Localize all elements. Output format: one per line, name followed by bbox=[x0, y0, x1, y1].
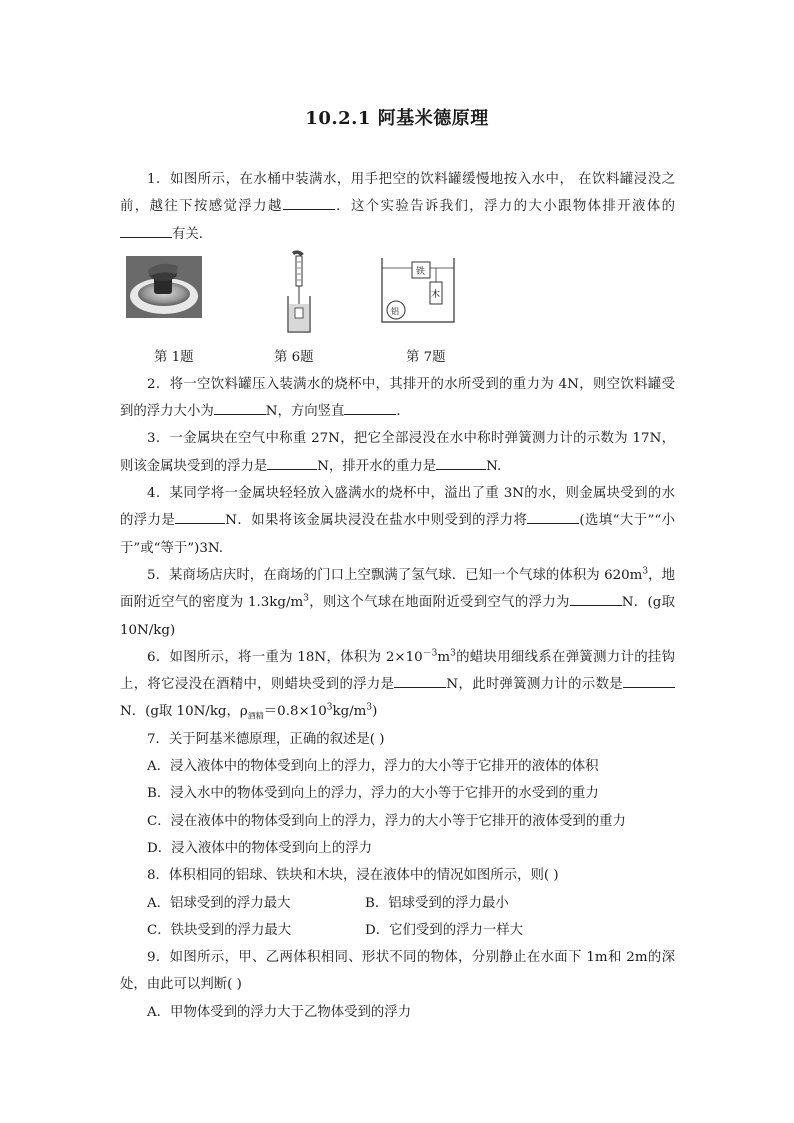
answer-blank[interactable] bbox=[214, 400, 266, 415]
question-7-stem: 7．关于阿基米德原理，正确的叙述是( ) bbox=[147, 731, 385, 747]
answer-blank[interactable] bbox=[267, 455, 317, 470]
answer-blank[interactable] bbox=[623, 673, 675, 688]
question-8-option-d[interactable]: D．它们受到的浮力一样大 bbox=[365, 922, 524, 938]
question-7-option-c[interactable]: C．浸在液体中的物体受到向上的浮力，浮力的大小等于它排开的液体受到的重力 bbox=[147, 813, 626, 829]
question-8-option-a[interactable]: A．铝球受到的浮力最大 bbox=[147, 895, 291, 911]
question-2: 2．将一空饮料罐压入装满水的烧杯中，其排开的水所受到的重力为 4N，则空饮料罐受到的浮力大小为 N，方向竖直 ． bbox=[120, 376, 675, 420]
question-1: 1．如图所示，在水桶中装满水，用手把空的饮料罐缓慢地按入水中， 在饮料罐浸没之前，越往下按感觉浮力越 ．这个实验告诉我们，浮力的大小跟物体排开液体的有关． bbox=[120, 172, 676, 242]
answer-blank[interactable] bbox=[283, 195, 335, 210]
caption-fig1: 第 1题 bbox=[154, 349, 194, 365]
answer-blank[interactable] bbox=[436, 455, 486, 470]
figure-row bbox=[120, 248, 675, 344]
answer-blank[interactable] bbox=[527, 509, 579, 524]
answer-blank[interactable] bbox=[344, 400, 396, 415]
figure-1-photo bbox=[126, 256, 202, 318]
question-4: 4．某同学将一金属块轻轻放入盛满水的烧杯中，溢出了重 3N的水，则金属块受到的水的浮力是 N．如果将该金属块浸没在盐水中则受到的浮力将 (选填“大于”“小于”或“等于”)3N. bbox=[120, 486, 676, 556]
question-8-options-row-1 bbox=[120, 890, 675, 917]
answer-blank[interactable] bbox=[394, 673, 446, 688]
question-5: 5．某商场店庆时，在商场的门口上空飘满了氢气球．已知一个气球的体积为 $620m^3$，地面附近空气的密度为 $1.3kg/m^3$，则这个气球在地面附近受到空气的浮力为 N．(g取 10N/kg) bbox=[120, 566, 676, 638]
worksheet-body bbox=[120, 166, 675, 1026]
aluminum-label: 铝 bbox=[391, 306, 399, 316]
question-9-stem: 9．如图所示，甲、乙两体积相同、形状不同的物体，分别静止在水面下 1m和 2m的深处，由此可以判断( ) bbox=[120, 950, 675, 993]
question-8-options-row-2 bbox=[120, 917, 675, 944]
answer-blank[interactable] bbox=[175, 509, 225, 524]
caption-fig7: 第 7题 bbox=[406, 349, 446, 365]
question-7-option-a[interactable]: A．浸入液体中的物体受到向上的浮力，浮力的大小等于它排开的液体的体积 bbox=[147, 759, 599, 775]
question-7-option-b[interactable]: B．浸入水中的物体受到向上的浮力，浮力的大小等于它排开的水受到的重力 bbox=[147, 786, 599, 802]
answer-blank[interactable] bbox=[120, 223, 172, 238]
question-7-option-d[interactable]: D．浸入液体中的物体受到向上的浮力 bbox=[147, 840, 372, 856]
figure-captions bbox=[120, 344, 675, 371]
figure-7-tank bbox=[380, 256, 456, 324]
caption-fig6: 第 6题 bbox=[274, 349, 314, 365]
question-8-option-c[interactable]: C．铁块受到的浮力最大 bbox=[147, 922, 292, 938]
question-9-option-a[interactable]: A．甲物体受到的浮力大于乙物体受到的浮力 bbox=[147, 1004, 412, 1020]
question-6: 6．如图所示，将一重为 18N，体积为 $2\times 10^{-3}m^3$的蜡块用细线系在弹簧测力计的挂钩上，将它浸没在酒精中，则蜡块受到的浮力是 N，此时弹簧测力计的示数是N．(g取 10N/kg，$\rho_{酒精}=0.8\times 10^3kg/m^3$) bbox=[120, 648, 676, 722]
question-8-stem: 8．体积相同的铝球、铁块和木块，浸在液体中的情况如图所示，则( ) bbox=[147, 868, 559, 884]
question-8-option-b[interactable]: B．铝球受到的浮力最小 bbox=[365, 895, 509, 911]
wood-label: 木 bbox=[431, 289, 441, 300]
iron-label: 铁 bbox=[416, 266, 426, 277]
figure-6-spring-scale bbox=[278, 248, 322, 336]
answer-blank[interactable] bbox=[570, 591, 622, 606]
page-title: 10.2.1 阿基米德原理 bbox=[305, 108, 489, 129]
question-3: 3．一金属块在空气中称重 27N，把它全部浸没在水中称时弹簧测力计的示数为 17N，则该金属块受到的浮力是 N，排开水的重力是 N. bbox=[120, 431, 675, 474]
